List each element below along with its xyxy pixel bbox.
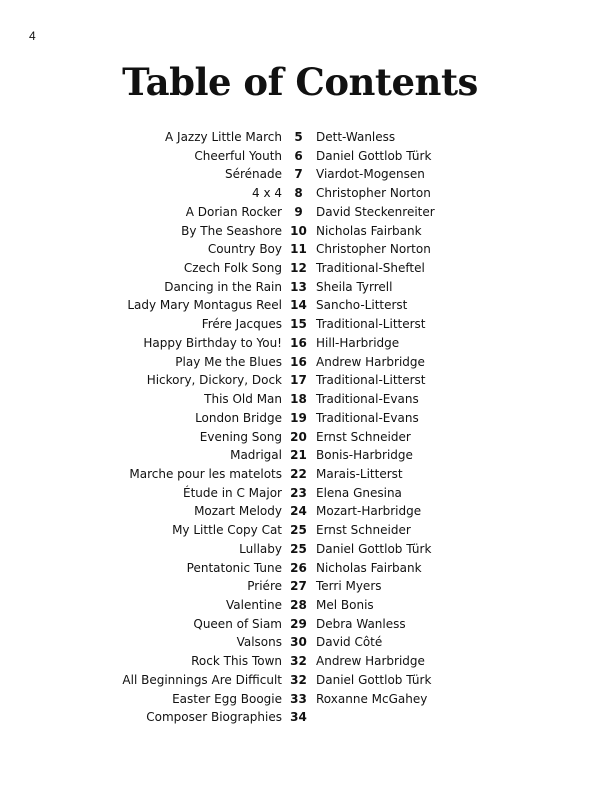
toc-entry-title: Evening Song: [199, 429, 282, 444]
toc-entry-composer: Roxanne McGahey: [316, 691, 428, 706]
toc-entry-page: 16: [290, 354, 307, 369]
toc-entry-composer: Christopher Norton: [316, 186, 431, 201]
toc-entry: [0, 615, 600, 634]
toc-entry: [0, 671, 600, 690]
toc-entry-title: Queen of Siam: [193, 616, 282, 631]
toc-entry: [0, 708, 600, 727]
toc-entry: [0, 278, 600, 297]
toc-entry-title: Madrigal: [230, 448, 282, 463]
toc-entry-title: Pentatonic Tune: [186, 560, 282, 575]
toc-entry: [0, 390, 600, 409]
toc-entry-page: 27: [290, 579, 307, 594]
toc-entry-page: 16: [290, 335, 307, 350]
toc-entry: [0, 502, 600, 521]
toc-entry-composer: Bonis-Harbridge: [316, 448, 413, 463]
toc-entry-page: 11: [290, 242, 307, 257]
toc-entry-page: 20: [290, 429, 307, 444]
toc-entry-composer: Andrew Harbridge: [316, 354, 425, 369]
toc-entry-page: 6: [294, 148, 303, 163]
toc-entry-composer: Mel Bonis: [316, 597, 374, 612]
toc-entry: [0, 128, 600, 147]
toc-entry-composer: Traditional-Litterst: [316, 373, 426, 388]
toc-entry-title: All Beginnings Are Difficult: [122, 672, 282, 687]
toc-entry-title: Dancing in the Rain: [164, 279, 282, 294]
toc-entry-title: Valentine: [226, 597, 282, 612]
toc-entry: [0, 465, 600, 484]
toc-entry-composer: Ernst Schneider: [316, 523, 411, 538]
toc-entry-title: London Bridge: [195, 410, 282, 425]
toc-entry-page: 14: [290, 298, 307, 313]
toc-entry-title: Lullaby: [239, 541, 282, 556]
toc-entry-page: 32: [290, 672, 307, 687]
toc-entry-title: Hickory, Dickory, Dock: [146, 373, 282, 388]
toc-entry-composer: Viardot-Mogensen: [316, 167, 425, 182]
toc-entry-title: Lady Mary Montagus Reel: [127, 298, 282, 313]
toc-entry: [0, 484, 600, 503]
toc-entry-page: 18: [290, 392, 307, 407]
toc-entry-title: My Little Copy Cat: [172, 523, 282, 538]
toc-entry-page: 29: [290, 616, 307, 631]
toc-entry-composer: Debra Wanless: [316, 616, 406, 631]
toc-entry: [0, 353, 600, 372]
toc-entry-page: 15: [290, 317, 307, 332]
toc-entry-page: 24: [290, 504, 307, 519]
toc-entry: [0, 690, 600, 709]
toc-entry-composer: Nicholas Fairbank: [316, 560, 422, 575]
toc-entry-page: 28: [290, 597, 307, 612]
toc-entry: [0, 240, 600, 259]
toc-entry-composer: Traditional-Litterst: [316, 317, 426, 332]
toc-entry-title: A Dorian Rocker: [185, 204, 282, 219]
toc-entry: [0, 652, 600, 671]
toc-entry-page: 19: [290, 410, 307, 425]
toc-entry-composer: David Côté: [316, 635, 383, 650]
toc-entry: [0, 409, 600, 428]
toc-entry-page: 21: [290, 448, 307, 463]
toc-entry-page: 23: [290, 485, 307, 500]
toc-entry-page: 32: [290, 654, 307, 669]
toc-entry-composer: Marais-Litterst: [316, 466, 403, 481]
toc-entry: [0, 165, 600, 184]
toc-entry-composer: Nicholas Fairbank: [316, 223, 422, 238]
toc-entry: [0, 521, 600, 540]
toc-entry-title: By The Seashore: [181, 223, 282, 238]
toc-entry-composer: Andrew Harbridge: [316, 654, 425, 669]
toc-entry-composer: Traditional-Sheftel: [316, 261, 425, 276]
toc-entry-page: 22: [290, 466, 307, 481]
toc-entry-title: Easter Egg Boogie: [172, 691, 282, 706]
toc-entry: [0, 296, 600, 315]
toc-entry-composer: Elena Gnesina: [316, 485, 402, 500]
toc-entry-composer: Sancho-Litterst: [316, 298, 408, 313]
toc-entry: [0, 203, 600, 222]
toc-entry-title: Priére: [247, 579, 282, 594]
toc-entry-composer: Sheila Tyrrell: [316, 279, 393, 294]
toc-entry-composer: Christopher Norton: [316, 242, 431, 257]
toc-entry: [0, 633, 600, 652]
toc-entry-composer: Daniel Gottlob Türk: [316, 672, 432, 687]
toc-entry-title: This Old Man: [204, 392, 282, 407]
toc-entry-title: Mozart Melody: [194, 504, 282, 519]
toc-list: [0, 128, 600, 727]
toc-entry-composer: Traditional-Evans: [316, 392, 419, 407]
toc-entry: [0, 428, 600, 447]
toc-entry: [0, 371, 600, 390]
toc-entry-title: Sérénade: [224, 167, 282, 182]
toc-entry: [0, 559, 600, 578]
toc-entry-title: Happy Birthday to You!: [143, 335, 282, 350]
toc-entry-composer: Terri Myers: [316, 579, 382, 594]
toc-entry-composer: Ernst Schneider: [316, 429, 411, 444]
toc-entry-page: 10: [290, 223, 307, 238]
toc-entry-title: Composer Biographies: [146, 710, 282, 725]
toc-entry-title: Cheerful Youth: [194, 148, 282, 163]
toc-entry-composer: Dett-Wanless: [316, 130, 396, 144]
toc-entry: [0, 147, 600, 166]
toc-entry-page: 30: [290, 635, 307, 650]
toc-entry-title: Country Boy: [207, 242, 282, 257]
toc-entry-title: 4 x 4: [252, 186, 282, 201]
toc-entry-page: 8: [294, 186, 303, 201]
page-number: 4: [29, 29, 36, 43]
toc-entry-title: Rock This Town: [191, 654, 282, 669]
toc-entry: [0, 596, 600, 615]
toc-entry-title: A Jazzy Little March: [165, 130, 282, 144]
toc-entry-page: 9: [294, 204, 303, 219]
toc-entry-title: Czech Folk Song: [183, 261, 282, 276]
toc-entry: [0, 259, 600, 278]
toc-entry-page: 34: [290, 710, 307, 725]
toc-entry-title: Play Me the Blues: [175, 354, 282, 369]
toc-entry-page: 7: [294, 167, 303, 182]
toc-entry: [0, 446, 600, 465]
toc-entry-title: Frére Jacques: [201, 317, 282, 332]
toc-entry: [0, 222, 600, 241]
toc-entry-composer: Daniel Gottlob Türk: [316, 541, 432, 556]
toc-entry-page: 33: [290, 691, 307, 706]
toc-entry-title: Valsons: [236, 635, 282, 650]
toc-entry: [0, 315, 600, 334]
toc-entry-composer: Traditional-Evans: [316, 410, 419, 425]
toc-entry-composer: David Steckenreiter: [316, 204, 435, 219]
toc-entry: [0, 540, 600, 559]
toc-entry-page: 5: [294, 130, 303, 144]
toc-entry-page: 17: [290, 373, 307, 388]
toc-entry-title: Marche pour les matelots: [129, 466, 282, 481]
toc-entry-composer: Mozart-Harbridge: [316, 504, 422, 519]
toc-entry: [0, 334, 600, 353]
toc-entry: [0, 184, 600, 203]
toc-entry-page: 25: [290, 541, 307, 556]
toc-entry: [0, 577, 600, 596]
toc-entry-page: 25: [290, 523, 307, 538]
toc-entry-page: 26: [290, 560, 307, 575]
toc-entry-composer: Hill-Harbridge: [316, 335, 400, 350]
toc-entry-composer: Daniel Gottlob Türk: [316, 148, 432, 163]
toc-entry-title: Étude in C Major: [183, 485, 282, 500]
toc-entry-page: 13: [290, 279, 307, 294]
page-title: Table of Contents: [122, 60, 478, 104]
toc-entry-page: 12: [290, 261, 307, 276]
